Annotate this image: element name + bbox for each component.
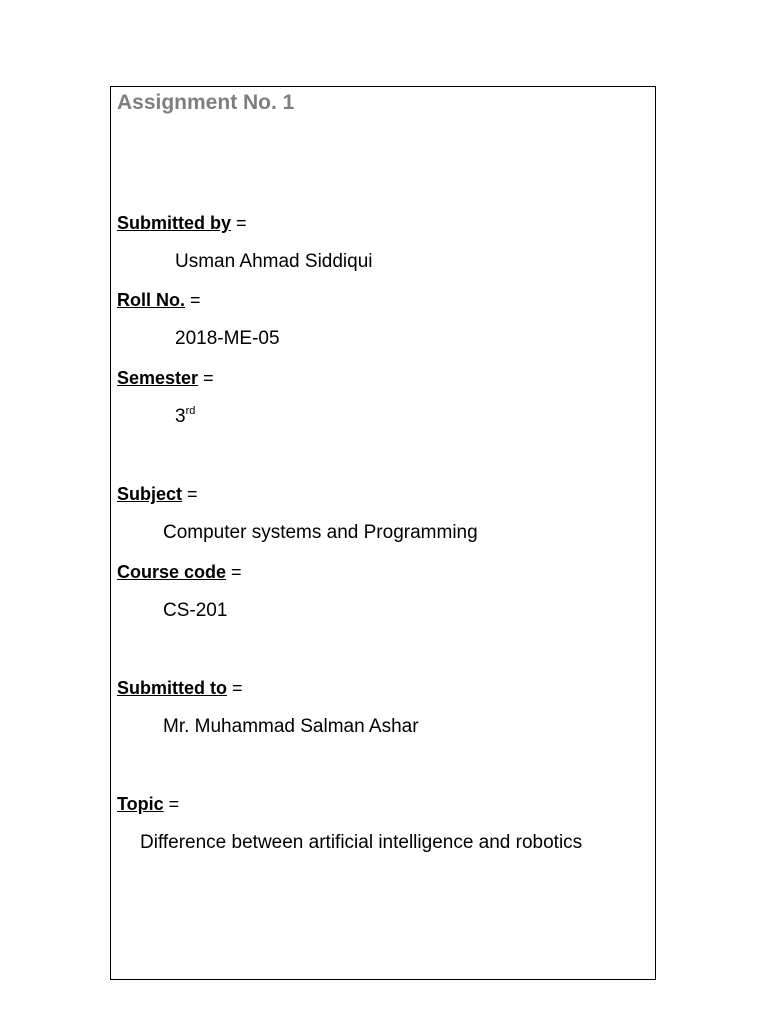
- submitted-to-label-line: [117, 676, 243, 700]
- roll-no-label-line: [117, 288, 201, 312]
- course-code-label-line: [117, 560, 242, 584]
- topic-equals: =: [163, 794, 180, 814]
- submitted-by-label-line: [117, 211, 247, 235]
- roll-no-label: Roll No.: [117, 290, 185, 310]
- semester-value: [175, 405, 195, 429]
- semester-equals: =: [198, 368, 214, 388]
- subject-label-line: [117, 482, 198, 506]
- submitted-to-label: Submitted to: [117, 678, 227, 698]
- semester-number: 3: [175, 406, 186, 427]
- course-code-label: Course code: [117, 562, 227, 582]
- roll-no-value: 2018-ME-05: [175, 328, 280, 349]
- topic-label: Topic: [117, 794, 164, 814]
- submitted-by-value: Usman Ahmad Siddiqui: [175, 251, 373, 272]
- submitted-by-equals: =: [231, 213, 247, 233]
- submitted-by-label: Submitted by: [117, 213, 232, 233]
- semester-label-line: [117, 366, 214, 390]
- semester-ordinal-suffix: rd: [185, 405, 196, 417]
- assignment-title: Assignment No. 1: [117, 91, 295, 114]
- submitted-to-equals: =: [227, 678, 243, 698]
- course-code-equals: =: [226, 562, 242, 582]
- subject-label: Subject: [117, 484, 183, 504]
- course-code-value: CS-201: [163, 600, 228, 621]
- subject-value: Computer systems and Programming: [163, 522, 478, 543]
- topic-value: Difference between artificial intelligence and robotics: [140, 832, 583, 853]
- submitted-to-value: Mr. Muhammad Salman Ashar: [163, 716, 419, 737]
- subject-equals: =: [182, 484, 198, 504]
- roll-no-equals: =: [185, 290, 201, 310]
- topic-label-line: [117, 792, 179, 816]
- semester-label: Semester: [117, 368, 199, 388]
